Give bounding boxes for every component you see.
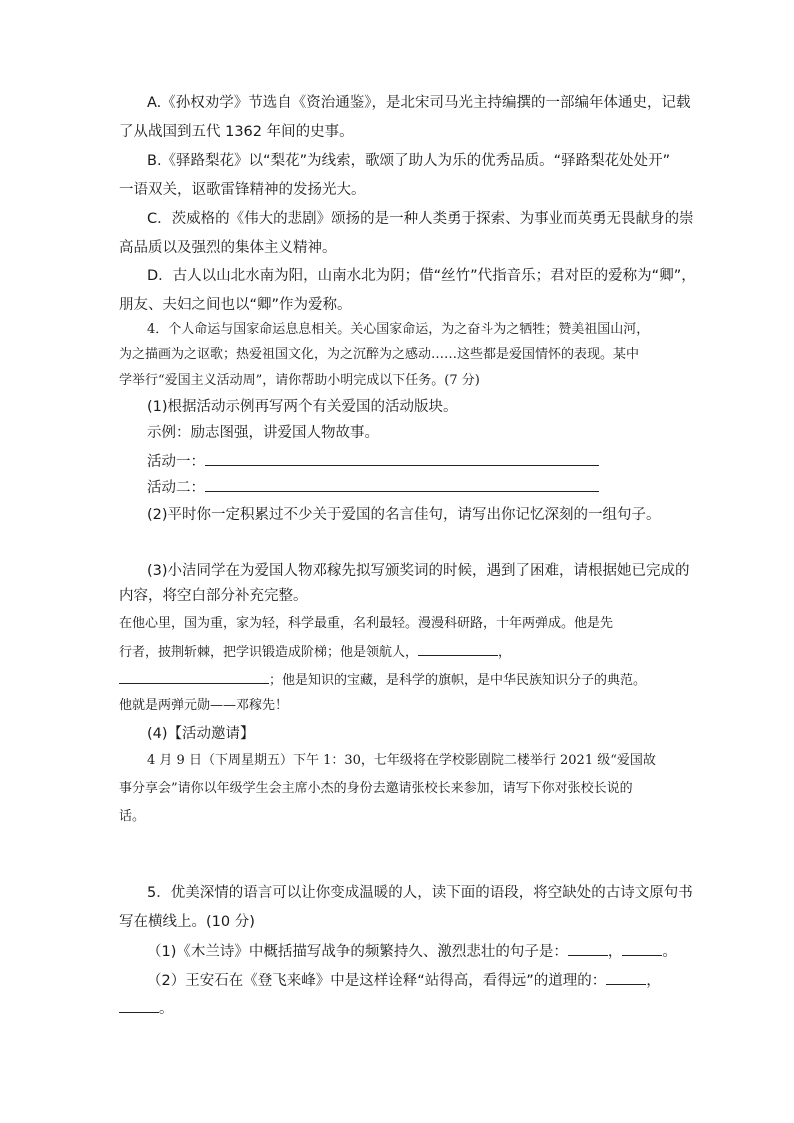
q4-part-3-line-1: (3)小洁同学在为爱国人物邓稼先拟写颁奖词的时候，遇到了困难，请根据她已完成的: [147, 563, 690, 579]
option-a-line-1: A.《孙权劝学》节选自《资治通鉴》，是北宋司马光主持编撰的一部编年体通史，记载: [147, 95, 691, 111]
option-d-line-2: 朋友、夫妇之间也以“卿”作为爱称。: [119, 297, 352, 313]
q5-sentence-1: [147, 941, 677, 962]
q5-s1-blank-2[interactable]: [622, 941, 662, 956]
q5-sentence-2-cont: [119, 998, 174, 1019]
activity-2-blank[interactable]: [205, 477, 599, 492]
option-d-line-1: D．古人以山北水南为阳，山南水北为阴；借“丝竹”代指音乐；君对臣的爱称为“卿”，: [147, 268, 696, 284]
award-text-line-3: [119, 669, 646, 691]
q5-intro-line-2: 写在横线上。(10 分): [119, 914, 255, 930]
award-blank-1[interactable]: [418, 641, 498, 656]
award-text-line-2-text: 行者，披荆斩棘，把学识锻造成阶梯；他是领航人，: [119, 645, 419, 660]
q5-s1-period: 。: [662, 944, 677, 960]
q4-intro-line-1: 4．个人命运与国家命运息息相关。关心国家命运，为之奋斗为之牺牲；赞美祖国山河，: [147, 322, 650, 337]
activity-1-blank[interactable]: [205, 451, 599, 466]
award-text-line-4: 他就是两弹元勋——邓稼先！: [119, 698, 289, 713]
activity-1-label: 活动一：: [147, 454, 205, 470]
invitation-line-1: 4 月 9 日（下周星期五）下午 1：30，七年级将在学校影剧院二楼举行 2021 级“爱国故: [147, 753, 656, 768]
option-a-line-2: 了从战国到五代 1362 年间的史事。: [119, 124, 354, 140]
award-blank-1-comma: ，: [498, 645, 512, 660]
q4-intro-line-3: 学举行“爱国主义活动周”，请你帮助小明完成以下任务。(7 分): [119, 373, 480, 388]
option-c-line-2: 高品质以及强烈的集体主义精神。: [119, 240, 337, 256]
q5-s2-comma: ，: [646, 973, 661, 989]
q5-s2-blank-1[interactable]: [606, 970, 646, 985]
q4-part-2: (2)平时你一定积累过不少关于爱国的名言佳句，请写出你记忆深刻的一组句子。: [147, 507, 661, 523]
invitation-line-3: 话。: [119, 809, 146, 824]
award-text-line-1: 在他心里，国为重，家为轻，科学最重，名利最轻。漫漫科研路，十年两弹成。他是先: [119, 616, 614, 631]
invitation-line-2: 事分享会”请你以年级学生会主席小杰的身份去邀请张校长来参加，请写下你对张校长说的: [119, 781, 633, 796]
q5-s2-blank-2[interactable]: [119, 998, 159, 1013]
q4-part-1: (1)根据活动示例再写两个有关爱国的活动版块。: [147, 399, 458, 415]
award-text-line-2: [119, 641, 511, 663]
activity-1-row: [147, 451, 599, 472]
award-blank-2[interactable]: [119, 669, 269, 684]
q4-part-4: (4)【活动邀请】: [147, 726, 255, 742]
activity-2-label: 活动二：: [147, 480, 205, 496]
q5-s1-blank-1[interactable]: [568, 941, 608, 956]
award-text-line-3-text: ；他是知识的宝藏，是科学的旗帜，是中华民族知识分子的典范。: [269, 673, 647, 688]
q5-sentence-2: [147, 970, 661, 991]
q4-part-3-line-2: 内容，将空白部分补充完整。: [119, 588, 308, 604]
q5-sentence-1-text: （1)《木兰诗》中概括描写战争的频繁持久、激烈悲壮的句子是：: [147, 944, 568, 960]
q5-intro-line-1: 5．优美深情的语言可以让你变成温暖的人，读下面的语段，将空缺处的古诗文原句书: [147, 885, 693, 901]
q4-intro-line-2: 为之描画为之讴歌；热爱祖国文化，为之沉醉为之感动……这些都是爱国情怀的表现。某中: [119, 347, 640, 362]
option-b-line-1: B.《驿路梨花》以“梨花”为线索，歌颂了助人为乐的优秀品质。“驿路梨花处处开”: [147, 153, 671, 169]
option-b-line-2: 一语双关，讴歌雷锋精神的发扬光大。: [119, 182, 366, 198]
q5-s2-period: 。: [159, 1001, 174, 1017]
activity-2-row: [147, 477, 599, 498]
q4-example: 示例：励志图强，讲爱国人物故事。: [147, 425, 379, 441]
q5-sentence-2-text: （2）王安石在《登飞来峰》中是这样诠释“站得高，看得远”的道理的：: [147, 973, 607, 989]
option-c-line-1: C．茨威格的《伟大的悲剧》颂扬的是一种人类勇于探索、为事业而英勇无畏献身的崇: [147, 211, 694, 227]
q5-s1-comma: ，: [607, 944, 623, 960]
